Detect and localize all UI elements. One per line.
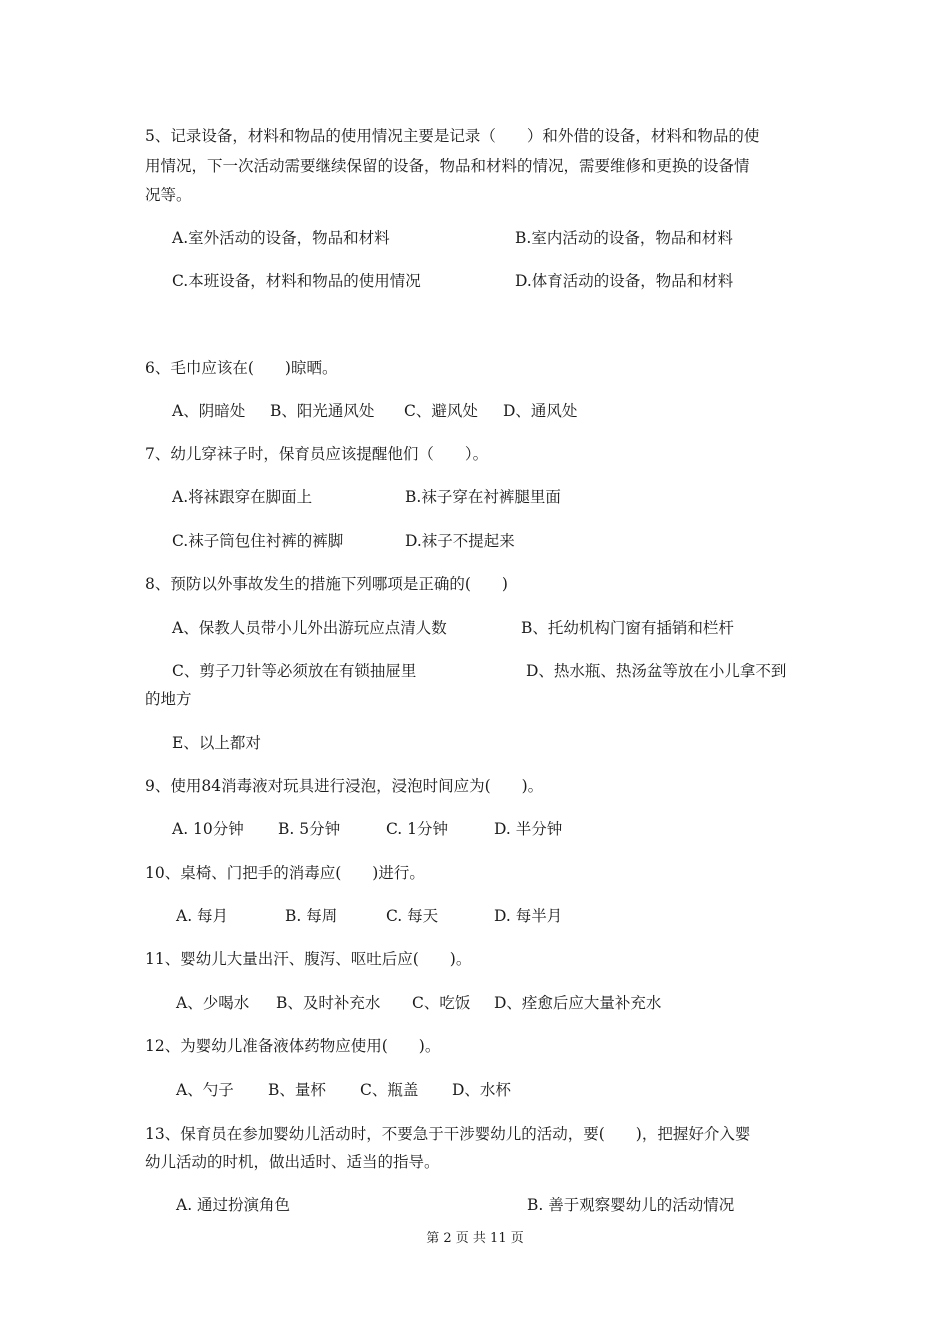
q7-option-b: B.袜子穿在衬裤腿里面 <box>405 488 561 506</box>
q9-stem: 9、使用84消毒液对玩具进行浸泡，浸泡时间应为( )。 <box>145 777 544 795</box>
q10-option-d: D. 每半月 <box>494 907 563 925</box>
q12-option-b: B、量杯 <box>268 1081 326 1099</box>
q12-option-d: D、水杯 <box>452 1081 511 1099</box>
q11-stem: 11、婴幼儿大量出汗、腹泻、呕吐后应( )。 <box>145 950 472 968</box>
q7-option-a: A.将袜跟穿在脚面上 <box>172 488 313 506</box>
q8-stem: 8、预防以外事故发生的措施下列哪项是正确的( ) <box>145 575 508 593</box>
q6-option-d: D、通风处 <box>503 402 578 420</box>
q5-stem-line-3: 况等。 <box>145 186 192 204</box>
q10-option-c: C. 每天 <box>386 907 439 925</box>
q9-option-b: B. 5分钟 <box>278 820 341 838</box>
q8-option-d-continued: 的地方 <box>145 690 192 708</box>
q11-option-c: C、吃饭 <box>412 994 471 1012</box>
page-footer: 第 2 页 共 11 页 <box>426 1231 524 1246</box>
q8-option-c: C、剪子刀针等必须放在有锁抽屉里 <box>172 662 417 680</box>
q5-option-d: D.体育活动的设备，物品和材料 <box>515 272 734 290</box>
q11-option-a: A、少喝水 <box>176 994 250 1012</box>
q10-stem: 10、桌椅、门把手的消毒应( )进行。 <box>145 864 425 882</box>
q5-option-a: A.室外活动的设备，物品和材料 <box>172 229 390 247</box>
q5-option-c: C.本班设备，材料和物品的使用情况 <box>172 272 421 290</box>
q11-option-d: D、痊愈后应大量补充水 <box>494 994 662 1012</box>
q7-option-c: C.袜子筒包住衬裤的裤脚 <box>172 532 344 550</box>
q8-option-d: D、热水瓶、热汤盆等放在小儿拿不到 <box>526 662 787 680</box>
q6-option-a: A、阴暗处 <box>172 402 246 420</box>
q11-option-b: B、及时补充水 <box>276 994 381 1012</box>
q8-option-a: A、保教人员带小儿外出游玩应点清人数 <box>172 619 447 637</box>
q7-stem: 7、幼儿穿袜子时，保育员应该提醒他们（ ）。 <box>145 445 489 463</box>
q9-option-c: C. 1分钟 <box>386 820 449 838</box>
q5-option-b: B.室内活动的设备，物品和材料 <box>515 229 733 247</box>
q9-option-a: A. 10分钟 <box>172 820 244 838</box>
q12-option-c: C、瓶盖 <box>360 1081 419 1099</box>
q10-option-a: A. 每月 <box>176 907 229 925</box>
q12-stem: 12、为婴幼儿准备液体药物应使用( )。 <box>145 1037 441 1055</box>
q13-option-b: B. 善于观察婴幼儿的活动情况 <box>527 1196 735 1214</box>
q6-stem: 6、毛巾应该在( )晾晒。 <box>145 359 338 377</box>
q9-option-d: D. 半分钟 <box>494 820 563 838</box>
q10-option-b: B. 每周 <box>285 907 338 925</box>
q8-option-e: E、以上都对 <box>172 734 261 752</box>
q8-option-b: B、托幼机构门窗有插销和栏杆 <box>521 619 734 637</box>
q7-option-d: D.袜子不提起来 <box>405 532 515 550</box>
q6-option-c: C、避风处 <box>404 402 478 420</box>
q6-option-b: B、阳光通风处 <box>270 402 375 420</box>
q13-stem-line-2: 幼儿活动的时机，做出适时、适当的指导。 <box>145 1153 440 1171</box>
q5-stem-line-1: 5、记录设备，材料和物品的使用情况主要是记录（ ）和外借的设备，材料和物品的使 <box>145 127 760 145</box>
q13-stem-line-1: 13、保育员在参加婴幼儿活动时，不要急于干涉婴幼儿的活动，要( )，把握好介入婴 <box>145 1125 751 1143</box>
q13-option-a: A. 通过扮演角色 <box>176 1196 291 1214</box>
q12-option-a: A、勺子 <box>176 1081 234 1099</box>
q5-stem-line-2: 用情况，下一次活动需要继续保留的设备，物品和材料的情况，需要维修和更换的设备情 <box>145 157 750 175</box>
